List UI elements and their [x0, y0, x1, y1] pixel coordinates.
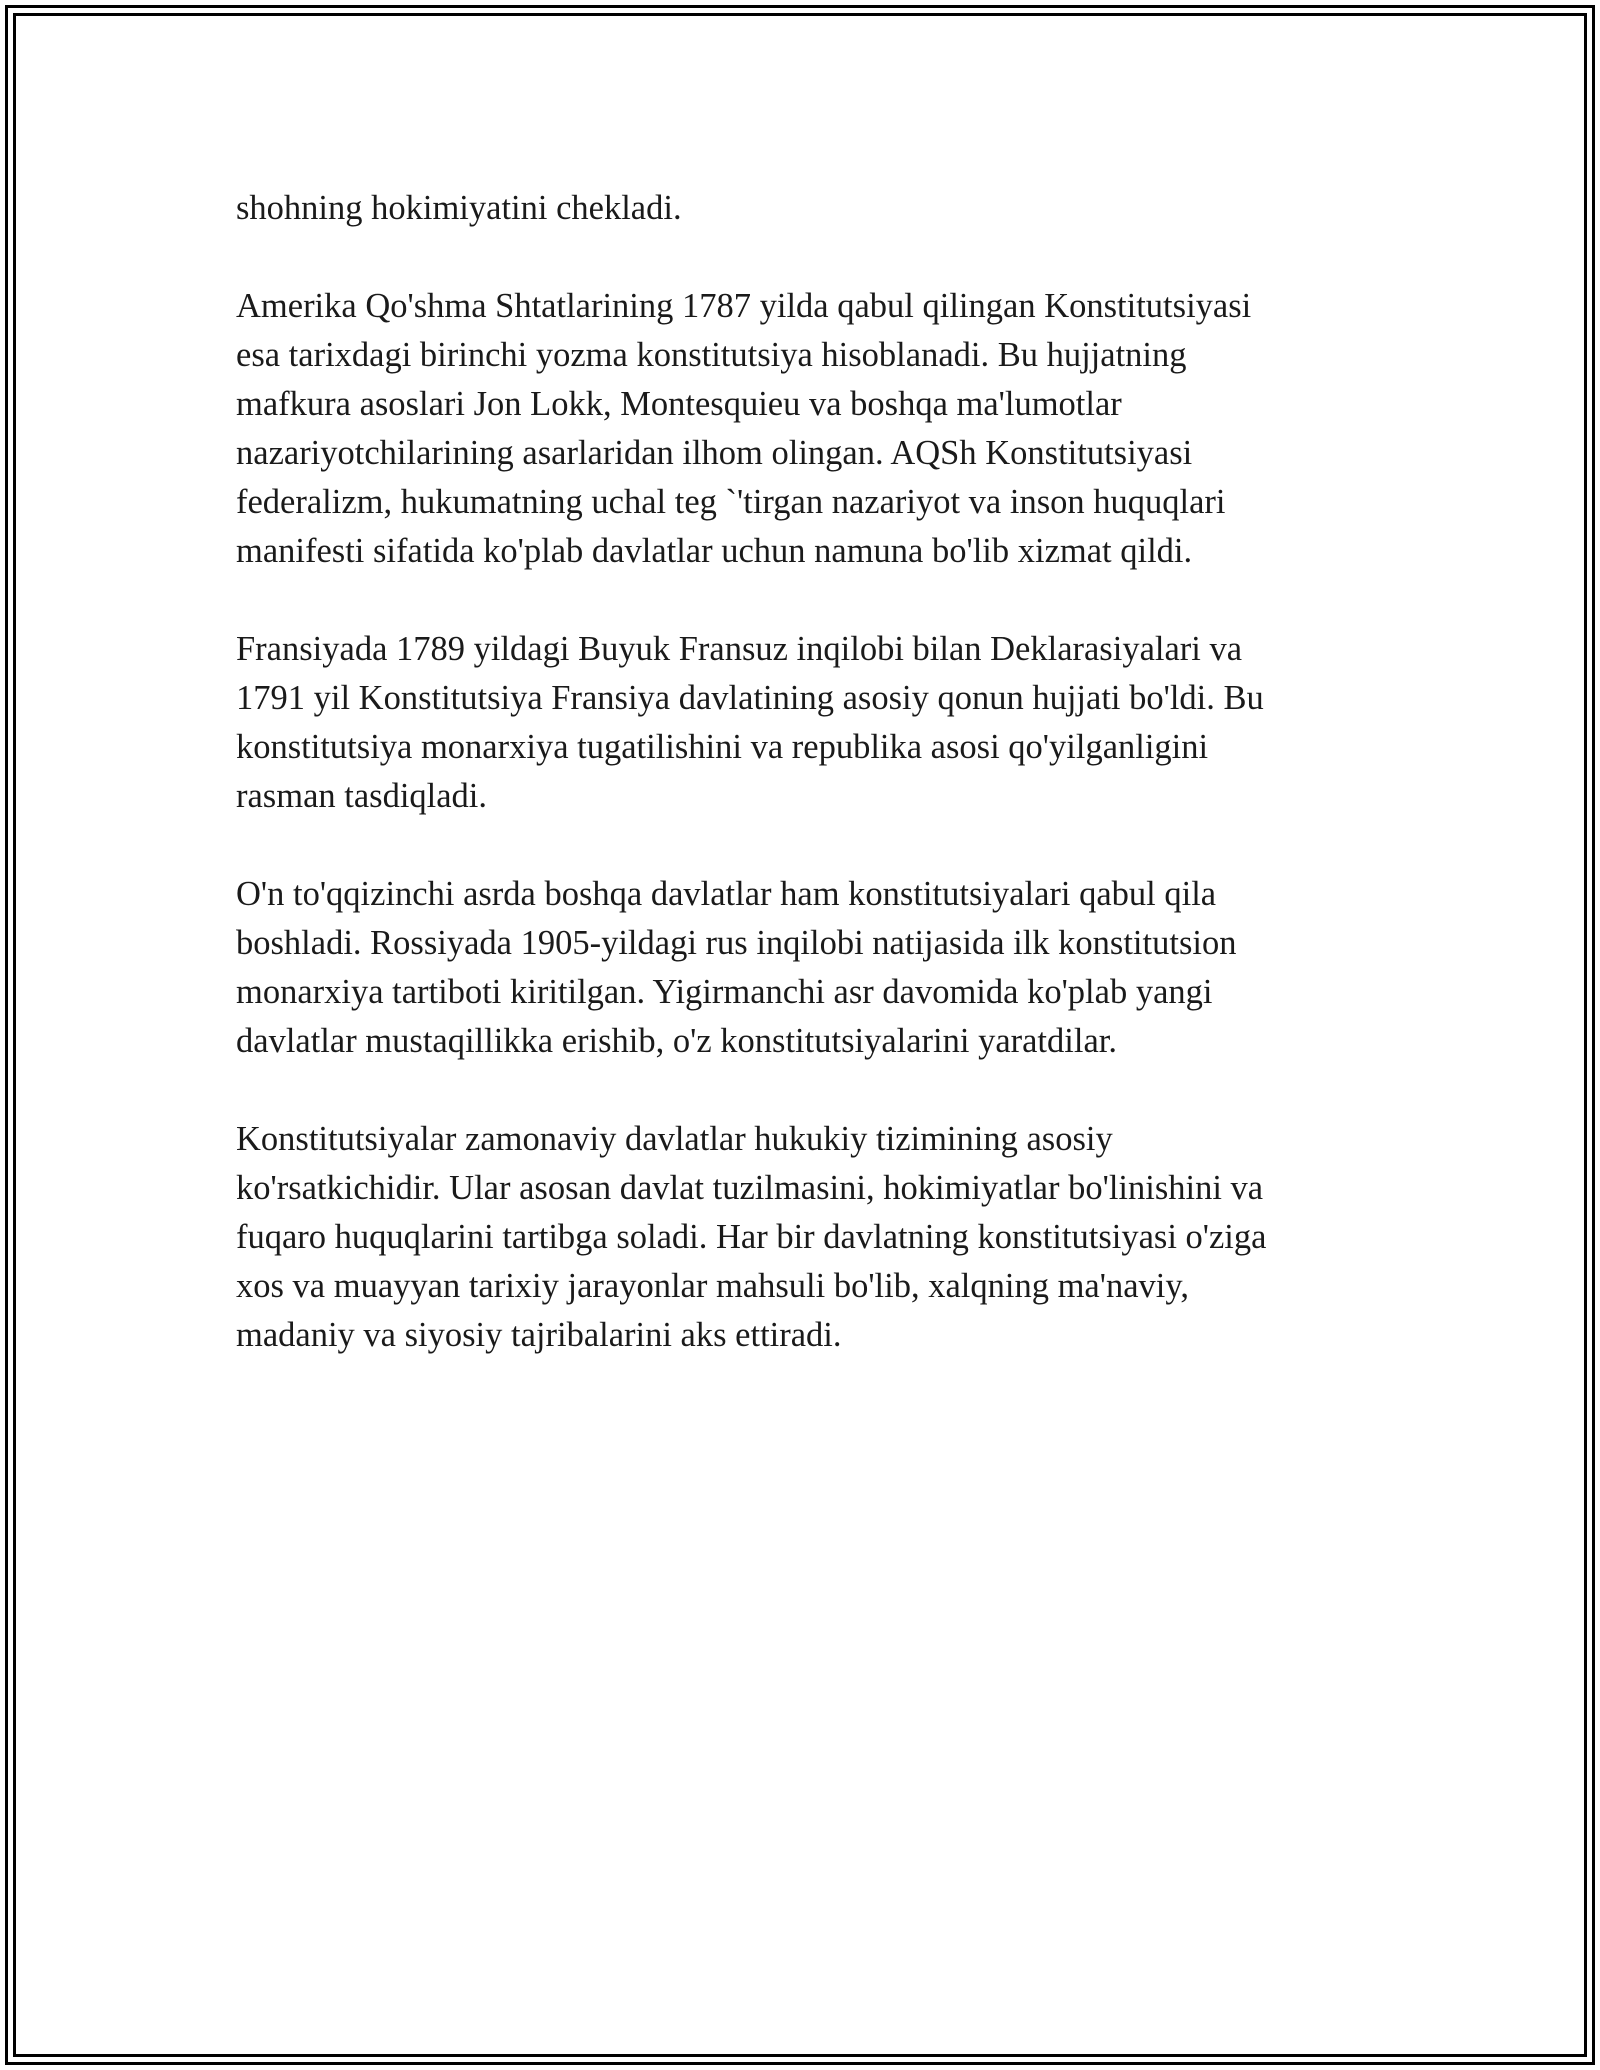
- document-body: [236, 184, 1356, 1409]
- paragraph-4: O'n to'qqizinchi asrda boshqa davlatlar ham konstitutsiyalari qabul qila boshladi. Rossiyada 1905-yildagi rus inqilobi natijasida ilk konstitutsion monarxiya tartiboti kiritilgan. Yigirmanchi asr davomida ko'plab yangi davlatlar mustaqillikka erishib, o'z konstitutsiyalarini yaratdilar.: [236, 875, 1237, 1060]
- paragraph-1: shohning hokimiyatini chekladi.: [236, 189, 682, 227]
- paragraph-2: Amerika Qo'shma Shtatlarining 1787 yilda qabul qilingan Konstitutsiyasi esa tarixdagi birinchi yozma konstitutsiya hisoblanadi. Bu hujjatning mafkura asoslari Jon Lokk, Montesquieu va boshqa ma'lumotlar nazariyotchilarining asarlaridan ilhom olingan. AQSh Konstitutsiyasi federalizm, hukumatning uchal teg `'tirgan nazariyot va inson huquqlari manifesti sifatida ko'plab davlatlar uchun namuna bo'lib xizmat qildi.: [236, 287, 1252, 570]
- paragraph-5: Konstitutsiyalar zamonaviy davlatlar hukukiy tizimining asosiy ko'rsatkichidir. Ular asosan davlat tuzilmasini, hokimiyatlar bo'linishini va fuqaro huquqlarini tartibga soladi. Har bir davlatning konstitutsiyasi o'ziga xos va muayyan tarixiy jarayonlar mahsuli bo'lib, xalqning ma'naviy, madaniy va siyosiy tajribalarini aks ettiradi.: [236, 1120, 1267, 1354]
- paragraph-3: Fransiyada 1789 yildagi Buyuk Fransuz inqilobi bilan Deklarasiyalari va 1791 yil Konstitutsiya Fransiya davlatining asosiy qonun hujjati bo'ldi. Bu konstitutsiya monarxiya tugatilishini va republika asosi qo'yilganligini rasman tasdiqladi.: [236, 630, 1264, 815]
